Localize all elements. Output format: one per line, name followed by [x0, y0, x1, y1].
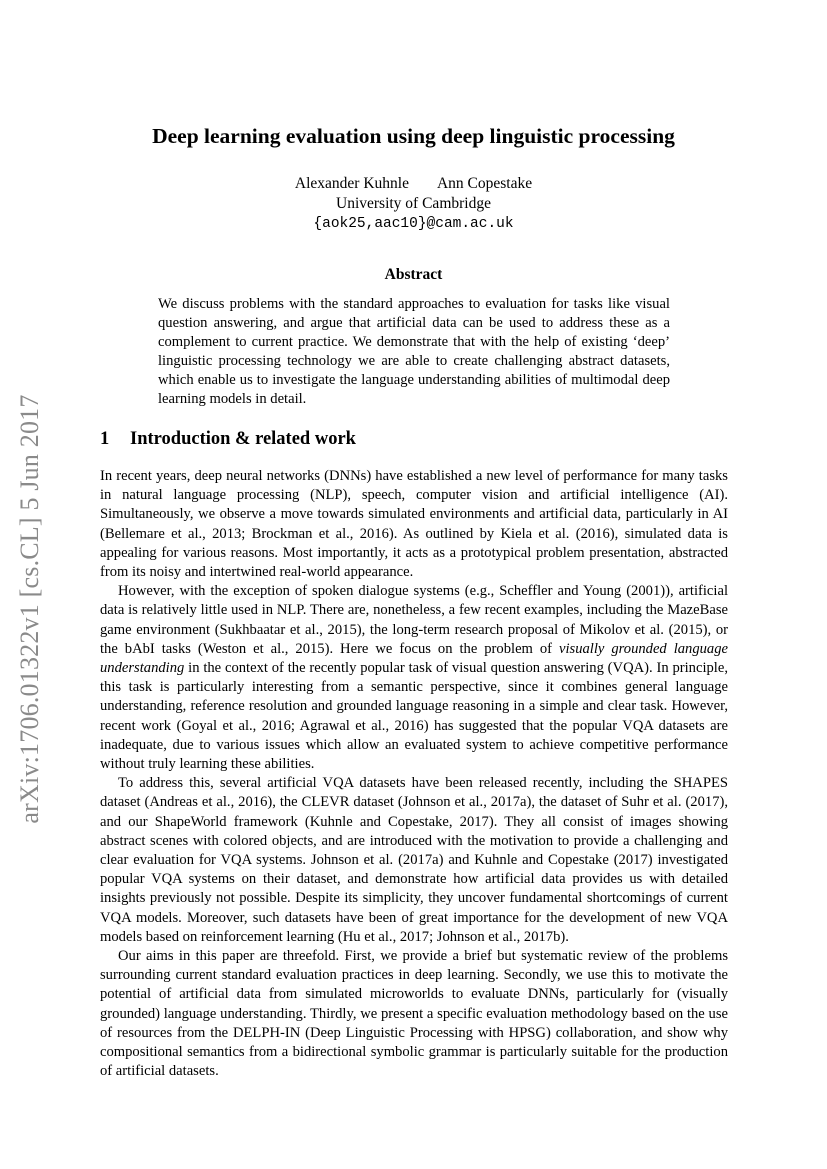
author-name-2: Ann Copestake: [436, 175, 533, 192]
paper-title: Deep learning evaluation using deep linguistic processing: [152, 124, 675, 148]
arxiv-sidebar-identifier: [2, 374, 58, 844]
section-body: [100, 467, 728, 1082]
arxiv-id-text: arXiv:1706.01322v1 [cs.CL] 5 Jun 2017: [15, 394, 44, 824]
section-number: 1: [100, 429, 110, 449]
author-name-1: Alexander Kuhnle: [294, 175, 409, 192]
body-paragraph: Our aims in this paper are threefold. First, we provide a brief but systematic review of the problems surrounding current standard evaluation practices in deep learning. Secondly, we use this to motivate the potential of artificial data from simulated microworlds to evaluate DNNs, particularly for (visually grounded) language understanding. Thirdly, we present a specific evaluation methodology based on the use of resources from the DELPH-IN (Deep Linguistic Processing with HPSG) collaboration, and show why compositional semantics from a bidirectional symbolic grammar is particularly suitable for the production of artificial datasets.: [100, 948, 728, 1080]
section-title: Introduction & related work: [130, 429, 356, 449]
body-paragraph: In recent years, deep neural networks (DNNs) have established a new level of performance for many tasks in natural language processing (NLP), speech, computer vision and artificial intelligence (AI). Simultaneously, we observe a move towards simulated environments and artificial data, particularly in AI (Bellemare et al., 2013; Brockman et al., 2016). As outlined by Kiela et al. (2016), simulated data is appealing for various reasons. Most importantly, it acts as a prototypical problem presentation, abstracted from its noisy and intertwined real-world appearance.: [100, 468, 728, 581]
body-paragraph: To address this, several artificial VQA datasets have been released recently, including the SHAPES dataset (Andreas et al., 2016), the CLEVR dataset (Johnson et al., 2017a), the dataset of Suhr et al. (2017), and our ShapeWorld framework (Kuhnle and Copestake, 2017). They all consist of images showing abstract scenes with colored objects, and are introduced with the motivation to provide a challenging and clear evaluation for VQA systems. Johnson et al. (2017a) and Kuhnle and Copestake (2017) investigated popular VQA systems on their dataset, and demonstrate how artificial data provides us with detailed insights previously not possible. Despite its simplicity, they uncover fundamental shortcomings of current VQA models. Moreover, such datasets have been of great importance for the development of new VQA models based on reinforcement learning (Hu et al., 2017; Johnson et al., 2017b).: [100, 775, 728, 945]
abstract-heading: Abstract: [384, 266, 443, 283]
author-affiliation: University of Cambridge: [336, 195, 491, 212]
author-names: [0, 174, 827, 194]
author-email: {aok25,aac10}@cam.ac.uk: [313, 216, 514, 232]
section-heading: [100, 429, 356, 450]
emphasized-phrase: visually grounded language understanding: [100, 640, 729, 677]
author-block: [0, 174, 827, 234]
body-paragraph: However, with the exception of spoken dialogue systems (e.g., Scheffler and Young (2001)), artificial data is relatively little used in NLP. There are, nonetheless, a few recent examples, including the MazeBase game environment (Sukhbaatar et al., 2015), the long-term research proposal of Mikolov et al. (2015), or the bAbI tasks (Weston et al., 2015). Here we focus on the problem of visually grounded language understanding in the context of the recently popular task of visual question answering (VQA). In principle, this task is particularly interesting from a semantic perspective, since it combines general language understanding, reference resolution and grounded language reasoning in a simple and clear task. However, recent work (Goyal et al., 2016; Agrawal et al., 2016) has suggested that the popular VQA datasets are inadequate, due to various issues which allow an evaluated system to achieve competitive performance without truly learning these abilities.: [100, 583, 729, 773]
abstract-text: We discuss problems with the standard approaches to evaluation for tasks like visual question answering, and argue that artificial data can be used to address these as a complement to current practice. We demonstrate that with the help of existing ‘deep’ linguistic processing technology we are able to create challenging abstract datasets, which enable us to investigate the language understanding abilities of multimodal deep learning models in detail.: [158, 296, 670, 407]
